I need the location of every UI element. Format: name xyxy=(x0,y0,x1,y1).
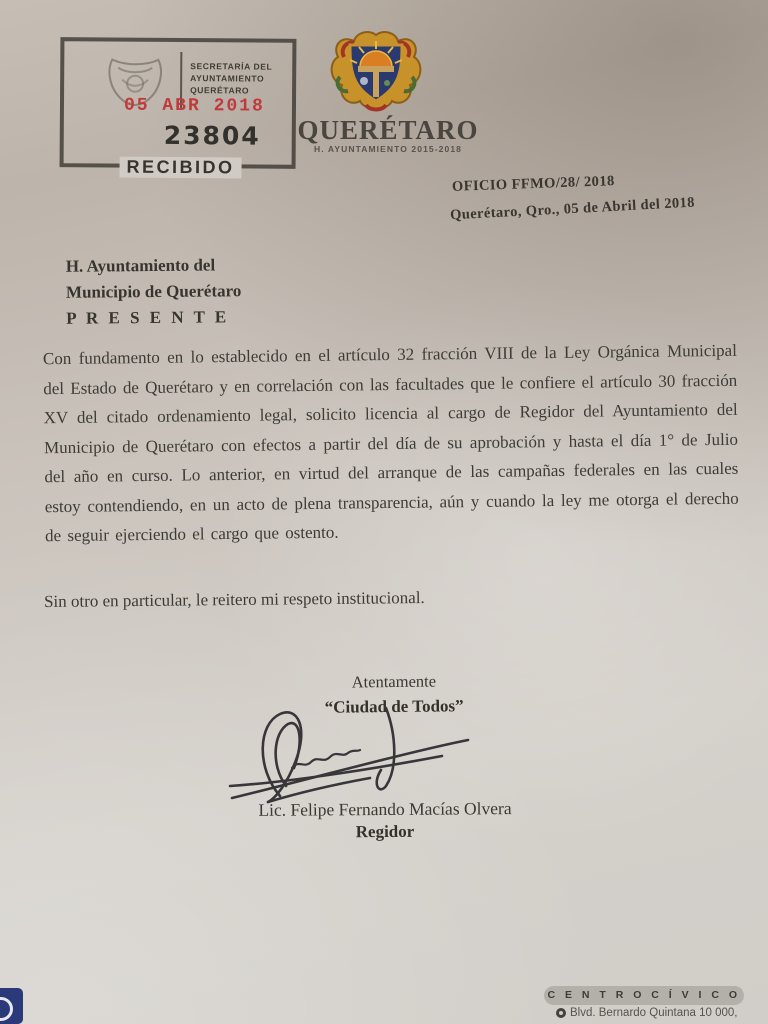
addressee-block xyxy=(66,252,242,332)
footer-centro-civico-badge: C E N T R O C Í V I C O xyxy=(544,986,744,1005)
addressee-presente: P R E S E N T E xyxy=(66,307,230,328)
handwritten-signature xyxy=(228,698,490,810)
oficio-number: OFICIO FFMO/28/ 2018 xyxy=(451,173,615,195)
stamp-office-text xyxy=(190,60,294,97)
footer-address xyxy=(556,1007,738,1019)
footer-address-text: Blvd. Bernardo Quintana 10 000, xyxy=(570,1007,738,1019)
addressee-line: Municipio de Querétaro xyxy=(65,281,242,302)
signer-title: Regidor xyxy=(355,821,415,842)
stamp-office-line: SECRETARÍA DEL xyxy=(190,61,273,72)
closing-motto: “Ciudad de Todos” xyxy=(324,696,464,717)
signer-name: Lic. Felipe Fernando Macías Olvera xyxy=(258,798,512,820)
stamp-office-line: QUERÉTARO xyxy=(190,85,250,96)
brand-wordmark: QUERÉTARO xyxy=(297,115,479,145)
location-pin-icon xyxy=(556,1008,566,1018)
body-paragraph-1: Con fundamento en lo establecido en el artículo 32 fracción VIII de la Ley Orgánica Municipal del Estado de Querétaro y en correlación con las facultades que le confiere el artículo 30 fracción XV del citado ordenamiento legal, solicito licencia al cargo de Regidor del Ayuntamiento del Municipio de Querétaro con efectos a partir del día de su aprobación y hasta el día 1° de Julio del año en curso. Lo anterior, en virtud del arranque de las campañas federales en las cuales estoy contendiendo, en un acto de plena transparencia, aún y cuando la ley me otorga el derecho de seguir ejerciendo el cargo que ostento. xyxy=(42,340,739,546)
stamp-received-label: RECIBIDO xyxy=(119,157,241,179)
corner-logo-ring xyxy=(0,997,13,1021)
stamp-folio-number: 23804 xyxy=(163,120,261,151)
brand-subtitle: H. AYUNTAMIENTO 2015-2018 xyxy=(314,144,462,154)
place-date-line: Querétaro, Qro., 05 de Abril del 2018 xyxy=(449,194,696,224)
body-paragraph-2: Sin otro en particular, le reitero mi respeto institucional. xyxy=(43,588,425,611)
stamp-date: 05 ABR 2018 xyxy=(123,95,265,117)
received-stamp xyxy=(60,37,297,178)
stamp-office-line: AYUNTAMIENTO xyxy=(190,73,265,84)
queretaro-coat-of-arms-icon xyxy=(330,31,422,119)
closing-word: Atentamente xyxy=(351,671,437,692)
corner-pan-logo xyxy=(0,988,23,1024)
brand-block xyxy=(281,115,495,154)
addressee-line: H. Ayuntamiento del xyxy=(65,255,216,276)
